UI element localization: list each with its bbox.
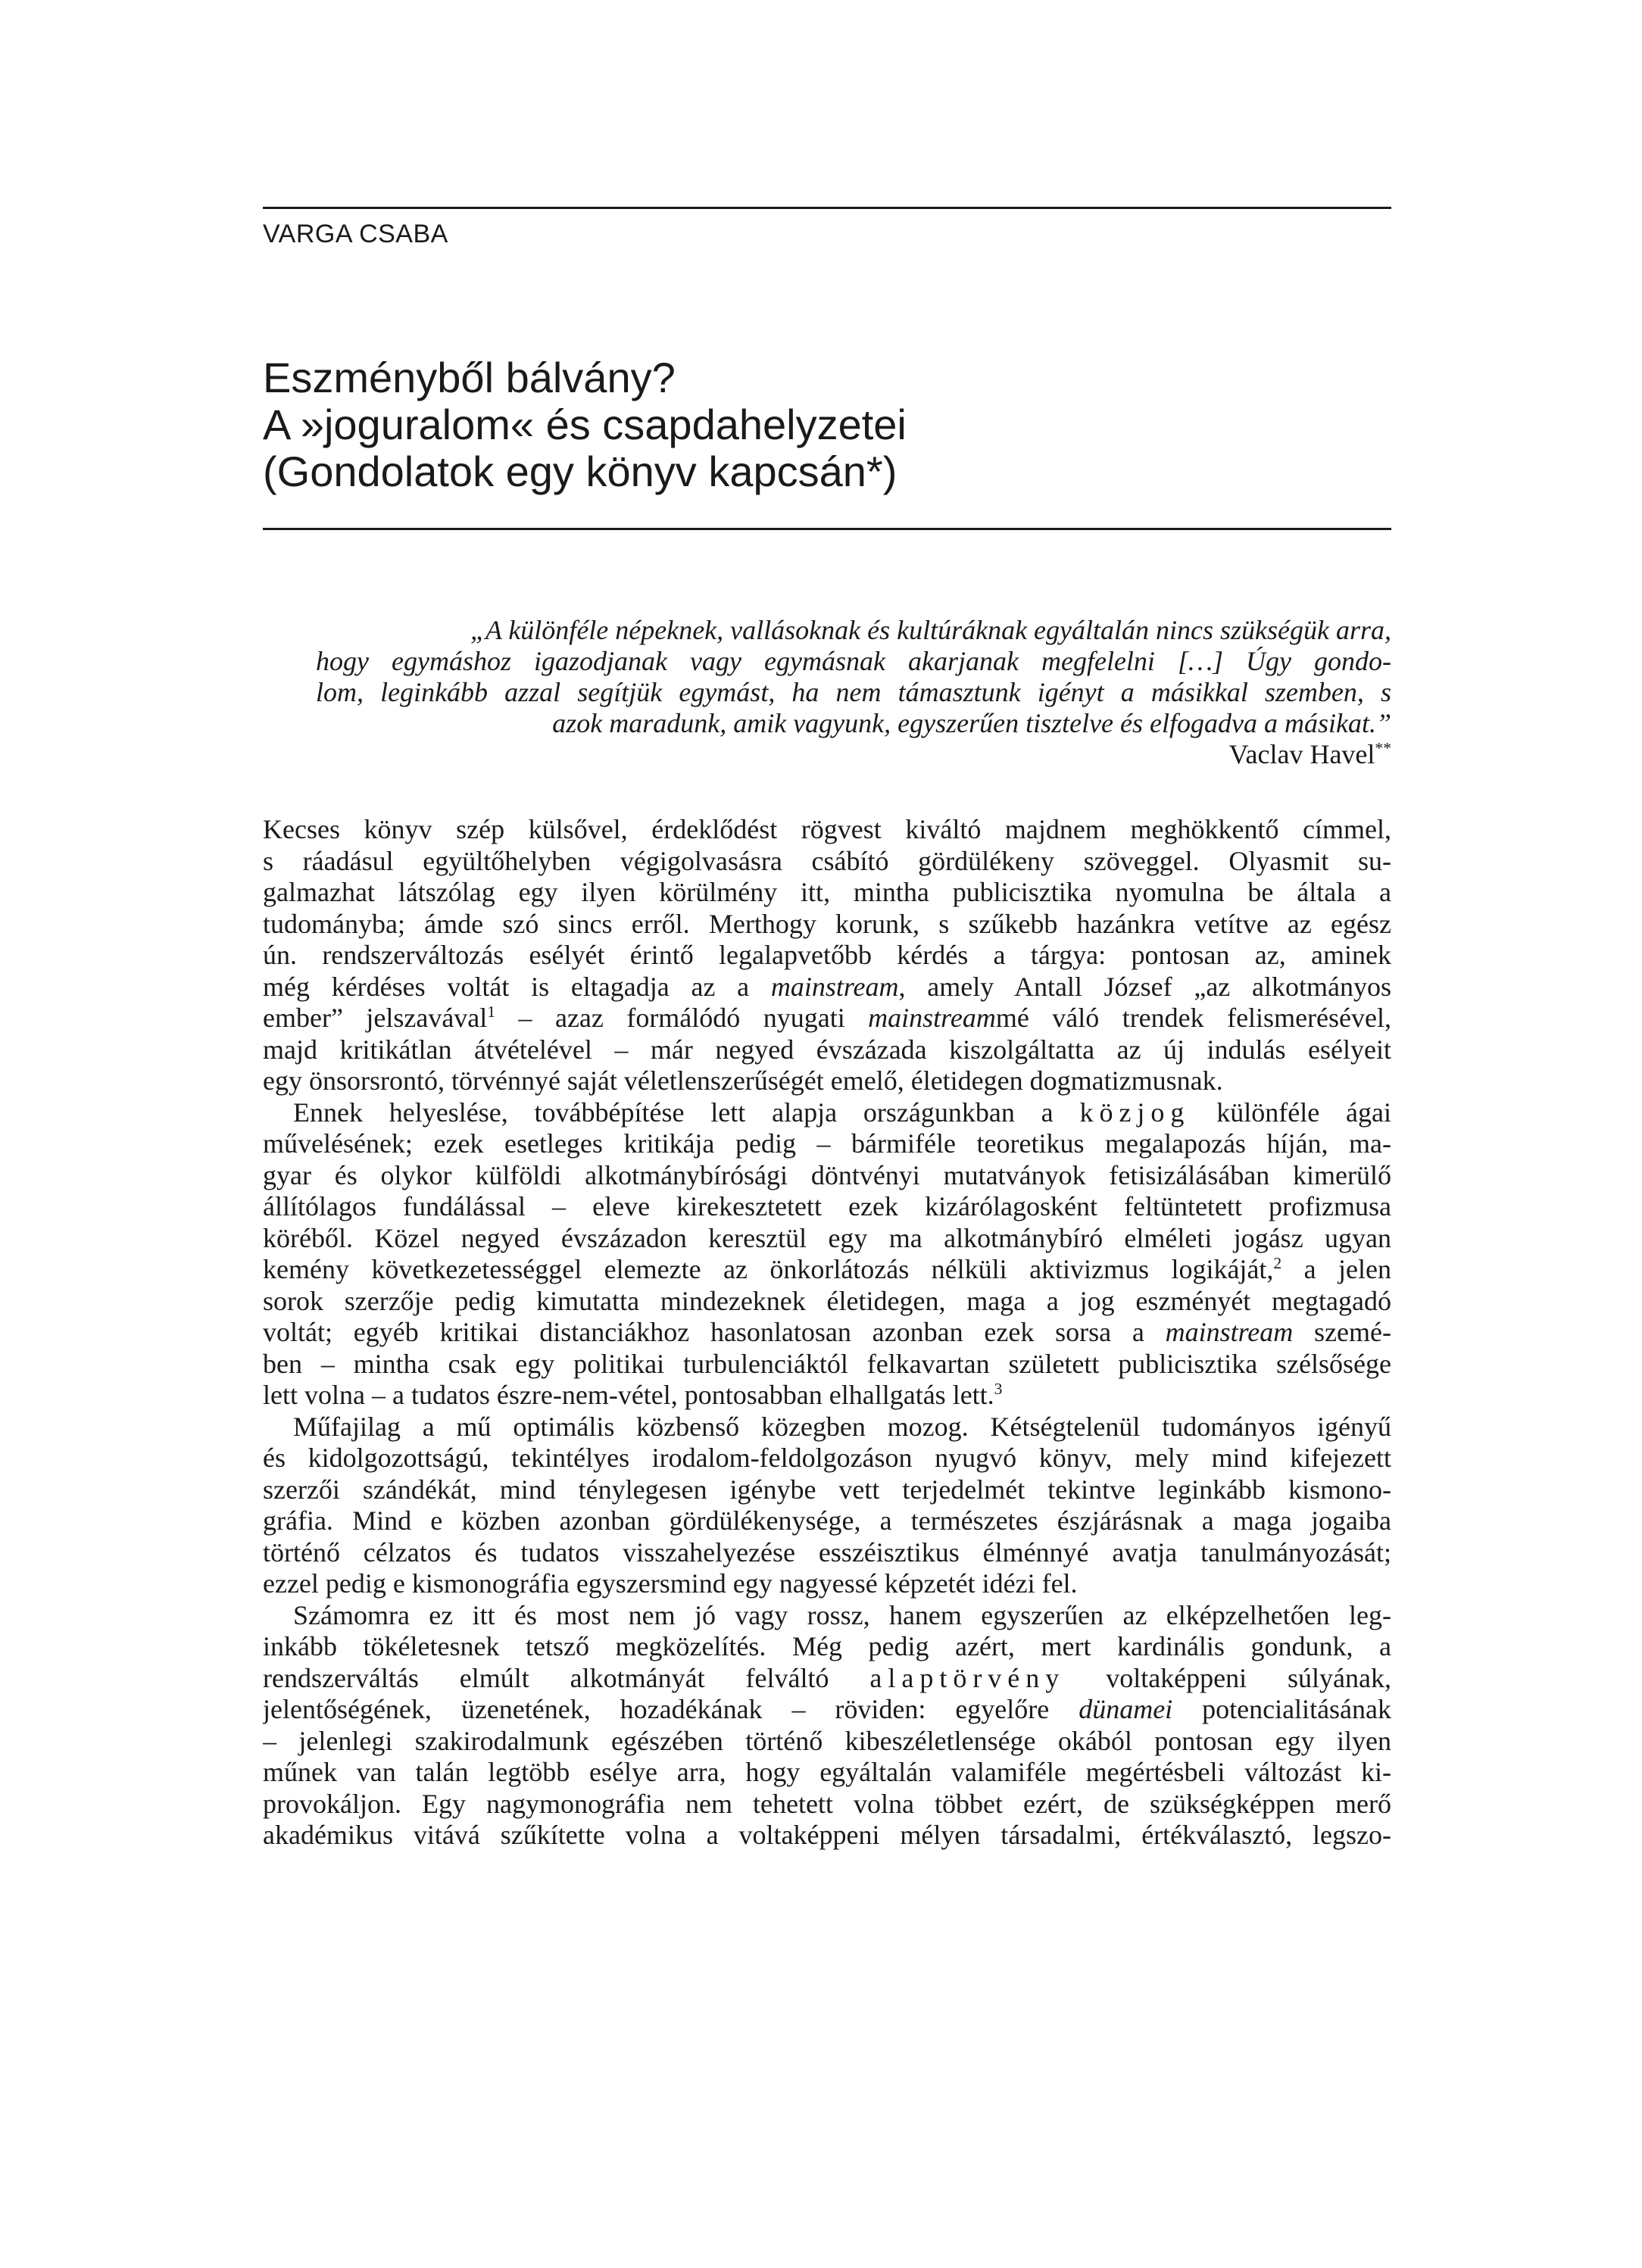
text-run: – azaz formálódó nyugati <box>495 1003 869 1033</box>
body-line: műnek van talán legtöbb esélye arra, hogy egyáltalán valamiféle megértésbeli változást ki- <box>263 1757 1391 1787</box>
text-run: jelentőségének, üzenetének, hozadékának – röviden: egyelőre <box>263 1694 1079 1724</box>
body-line: – jelenlegi szakirodalmunk egészében történő kibeszéletlensége okából pontosan egy ilyen <box>263 1725 1391 1756</box>
body-line <box>263 1097 1391 1129</box>
body-line: egy önsorsrontó, törvénnyé saját véletlenszerűségét emelő, életidegen dogmatizmusnak. <box>263 1065 1223 1096</box>
body-line: ún. rendszerváltozás esélyét érintő legalapvetőbb kérdés a tárgya: pontosan az, aminek <box>263 940 1391 970</box>
body-line: akadémikus vitává szűkítette volna a voltaképpeni mélyen társadalmi, értékválasztó, legszo- <box>263 1820 1391 1850</box>
body-line: állítólagos fundálással – eleve kirekesztetett ezek kizárólagosként feltüntetett profizmusa <box>263 1191 1391 1221</box>
text-run: különféle ágai <box>1190 1097 1391 1128</box>
body-line: tudományba; ámde szó sincs erről. Merthogy korunk, s szűkebb hazánkra vetítve az egész <box>263 908 1391 939</box>
footnote-ref[interactable]: 3 <box>994 1380 1003 1398</box>
body-line: Műfajilag a mű optimális közbenső közegben mozog. Kétségtelenül tudományos igényű <box>293 1411 1391 1442</box>
body-line: művelésének; ezek esetleges kritikája pedig – bármiféle teoretikus megalapozás híján, ma- <box>263 1128 1391 1159</box>
text-run: rendszerváltás elmúlt alkotmányát felváltó <box>263 1662 870 1693</box>
text-run: még kérdéses voltát is eltagadja az a <box>263 971 771 1002</box>
body-line: s ráadásul együltőhelyben végigolvasásra csábító gördülékeny szöveggel. Olyasmit su- <box>263 845 1391 876</box>
title-line-2: A »joguralom« és csapdahelyzetei <box>263 401 907 448</box>
text-run: mé váló trendek felismerésével, <box>995 1003 1391 1033</box>
body-line: köréből. Közel negyed évszázadon keresztül egy ma alkotmánybíró elméleti jogász ugyan <box>263 1222 1391 1253</box>
body-line: gráfia. Mind e közben azonban gördülékenysége, a természetes észjárásnak a maga jogaiba <box>263 1505 1391 1536</box>
footnote-ref[interactable]: 2 <box>1273 1254 1282 1272</box>
body-line: provokáljon. Egy nagymonográfia nem tehetett volna többet ezért, de szükségképpen merő <box>263 1788 1391 1819</box>
italic-term: mainstream <box>1165 1317 1294 1347</box>
body-line: Kecses könyv szép külsővel, érdeklődést rögvest kiváltó majdnem meghökkentő címmel, <box>263 814 1391 844</box>
body-line: ben – mintha csak egy politikai turbulenciáktól felkavartan született publicisztika szélsősége <box>263 1348 1391 1379</box>
body-line: Számomra ez itt és most nem jó vagy rossz, hanem egyszerűen az elképzelhetően leg- <box>293 1599 1391 1630</box>
body-line <box>263 1003 1391 1034</box>
author-name: VARGA CSABA <box>263 220 448 248</box>
italic-term: dünamei <box>1079 1694 1173 1724</box>
body-line <box>263 1694 1391 1726</box>
body-line <box>263 972 1391 1003</box>
body-line <box>263 1317 1391 1349</box>
body-line: sorok szerzője pedig kimutatta mindezeknek életidegen, maga a jog eszményét megtagadó <box>263 1285 1391 1316</box>
epigraph-line: azok maradunk, amik vagyunk, egyszerűen tisztelve és elfogadva a másikat.” <box>552 708 1391 738</box>
text-run: , amely Antall József „az alkotmányos <box>898 971 1391 1002</box>
body-line <box>263 1380 1391 1412</box>
body-line: történő célzatos és tudatos visszahelyezése esszéisztikus élménnyé avatja tanulmányozását; <box>263 1536 1391 1568</box>
text-run: voltaképpeni súlyának, <box>1065 1662 1391 1693</box>
text-run: a jelen <box>1281 1254 1391 1284</box>
body-line: inkább tökéletesnek tetsző megközelítés. Még pedig azért, mert kardinális gondunk, a <box>263 1631 1391 1661</box>
footnote-mark: ** <box>1375 739 1391 757</box>
epigraph-line: „A különféle népeknek, vallásoknak és kultúráknak egyáltalán nincs szükségük arra, <box>470 615 1391 645</box>
epigraph <box>263 615 1391 770</box>
spaced-term: közjog <box>1079 1097 1191 1128</box>
body-line: galmazhat látszólag egy ilyen körülmény itt, mintha publicisztika nyomulna be általa a <box>263 877 1391 907</box>
italic-term: mainstream <box>868 1003 996 1033</box>
epigraph-line: hogy egymáshoz igazodjanak vagy egymásnak akarjanak megfelelni […] Úgy gondo- <box>316 646 1391 676</box>
text-run: Ennek helyeslése, továbbépítése lett alapja országunkban a <box>293 1097 1080 1128</box>
article-title <box>263 354 1391 495</box>
title-rule <box>263 528 1391 530</box>
top-rule <box>263 207 1391 209</box>
attribution-name: Vaclav Havel <box>1228 739 1375 769</box>
italic-term: mainstream <box>770 971 899 1002</box>
spaced-term: alaptörvény <box>869 1662 1066 1693</box>
text-run: ember” jelszavával <box>263 1003 488 1033</box>
body-line: szerzői szándékát, mind ténylegesen igénybe vett terjedelmét tekintve leginkább kismono- <box>263 1474 1391 1505</box>
body-line: majd kritikátlan átvételével – már negyed évszázada kiszolgáltatta az új indulás esélyeit <box>263 1034 1391 1065</box>
epigraph-line: lom, leginkább azzal segítjük egymást, ha nem támasztunk igényt a másikkal szemben, s <box>316 677 1391 707</box>
text-run: voltát; egyéb kritikai distanciákhoz hasonlatosan azonban ezek sorsa a <box>263 1317 1166 1347</box>
title-line-3: (Gondolatok egy könyv kapcsán*) <box>263 448 897 495</box>
body-line <box>263 1663 1391 1695</box>
article-body <box>263 814 1391 1852</box>
footnote-ref[interactable]: 1 <box>487 1003 496 1021</box>
epigraph-attribution <box>263 739 1391 770</box>
body-line: gyar és olykor külföldi alkotmánybírósági döntvényi mutatványok fetisizálásában kimerülő <box>263 1159 1391 1190</box>
title-line-1: Eszményből bálvány? <box>263 354 676 401</box>
body-line <box>263 1254 1391 1286</box>
text-run: kemény következetességgel elemezte az önkorlátozás nélküli aktivizmus logikáját, <box>263 1254 1274 1284</box>
text-run: lett volna – a tudatos észre-nem-vétel, pontosabban elhallgatás lett. <box>263 1380 994 1410</box>
text-run: szemé- <box>1293 1317 1391 1347</box>
body-line: ezzel pedig e kismonográfia egyszersmind egy nagyessé képzetét idézi fel. <box>263 1568 1078 1599</box>
body-line: és kidolgozottságú, tekintélyes irodalom-feldolgozáson nyugvó könyv, mely mind kifejezett <box>263 1443 1391 1473</box>
text-run: potencialitásának <box>1172 1694 1391 1724</box>
